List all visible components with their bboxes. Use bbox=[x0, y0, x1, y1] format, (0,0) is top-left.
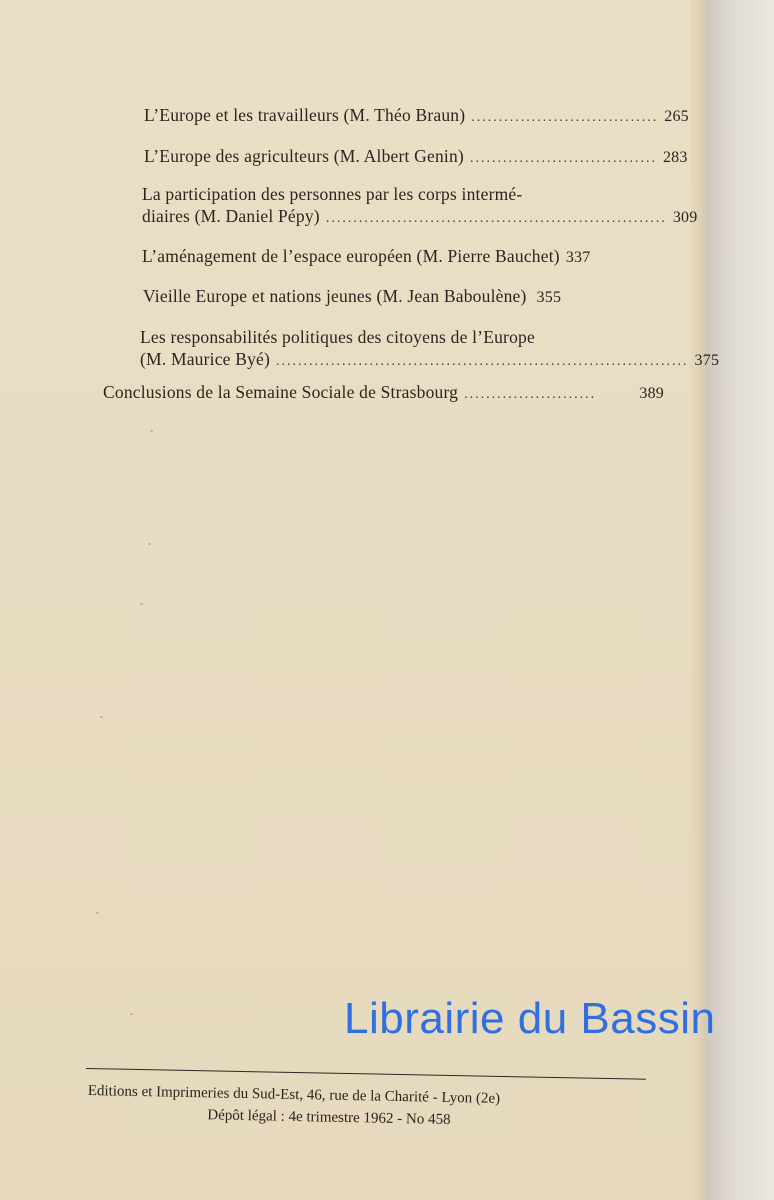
toc-entry-title-line1: Les responsabilités politiques des citoyens de l’Europe bbox=[140, 327, 535, 347]
toc-page-number: 337 bbox=[565, 249, 591, 266]
toc-entry bbox=[140, 326, 720, 373]
leader-dots: .................................. bbox=[469, 151, 657, 166]
leader-dots: ........................................................................... bbox=[276, 354, 689, 369]
toc-entry bbox=[144, 145, 688, 170]
background-surface bbox=[706, 0, 774, 1200]
leader-dots: ........................ bbox=[464, 387, 597, 402]
paper-speck bbox=[150, 430, 153, 432]
toc-page-number: 375 bbox=[694, 352, 720, 369]
toc-entry bbox=[142, 183, 698, 230]
toc-entry-title-line2: diaires (M. Daniel Pépy) bbox=[142, 206, 320, 226]
leader-dots: .................................. bbox=[471, 110, 659, 125]
toc-entry bbox=[143, 285, 664, 309]
imprint-publisher: Editions et Imprimeries du Sud-Est, 46, rue de la Charité - Lyon (2e) bbox=[87, 1082, 501, 1107]
toc-page-number: 265 bbox=[664, 108, 689, 125]
toc-entry-title: L’Europe et les travailleurs (M. Théo Braun) bbox=[144, 105, 466, 125]
toc-entry bbox=[142, 245, 664, 269]
toc-entry-title: Vieille Europe et nations jeunes (M. Jean Baboulène) bbox=[143, 286, 527, 306]
watermark-text: Librairie du Bassin bbox=[344, 994, 716, 1043]
toc-entry bbox=[144, 104, 689, 129]
imprint-legal-deposit: Dépôt légal : 4e trimestre 1962 - No 458 bbox=[207, 1107, 451, 1128]
toc-entry-title: L’Europe des agriculteurs (M. Albert Genin) bbox=[144, 146, 464, 166]
toc-entry-title-line1: La participation des personnes par les corps intermé- bbox=[142, 184, 523, 204]
toc-page-number: 309 bbox=[672, 209, 698, 226]
paper-speck bbox=[130, 1013, 133, 1015]
toc-page-number: 355 bbox=[536, 289, 562, 306]
paper-speck bbox=[100, 716, 103, 718]
paper-speck bbox=[148, 543, 151, 545]
toc-entry-title: L’aménagement de l’espace européen (M. Pierre Bauchet) bbox=[142, 246, 560, 266]
paper-speck bbox=[96, 912, 99, 914]
leader-dots: .............................................................. bbox=[325, 211, 667, 226]
paper-speck bbox=[140, 603, 143, 605]
toc-page-number: 283 bbox=[662, 149, 688, 166]
toc-entry-title-line2: (M. Maurice Byé) bbox=[140, 349, 271, 369]
toc-page-number: 389 bbox=[639, 385, 664, 402]
toc-entry bbox=[103, 381, 664, 406]
toc-entry-title: Conclusions de la Semaine Sociale de Strasbourg bbox=[103, 382, 459, 402]
